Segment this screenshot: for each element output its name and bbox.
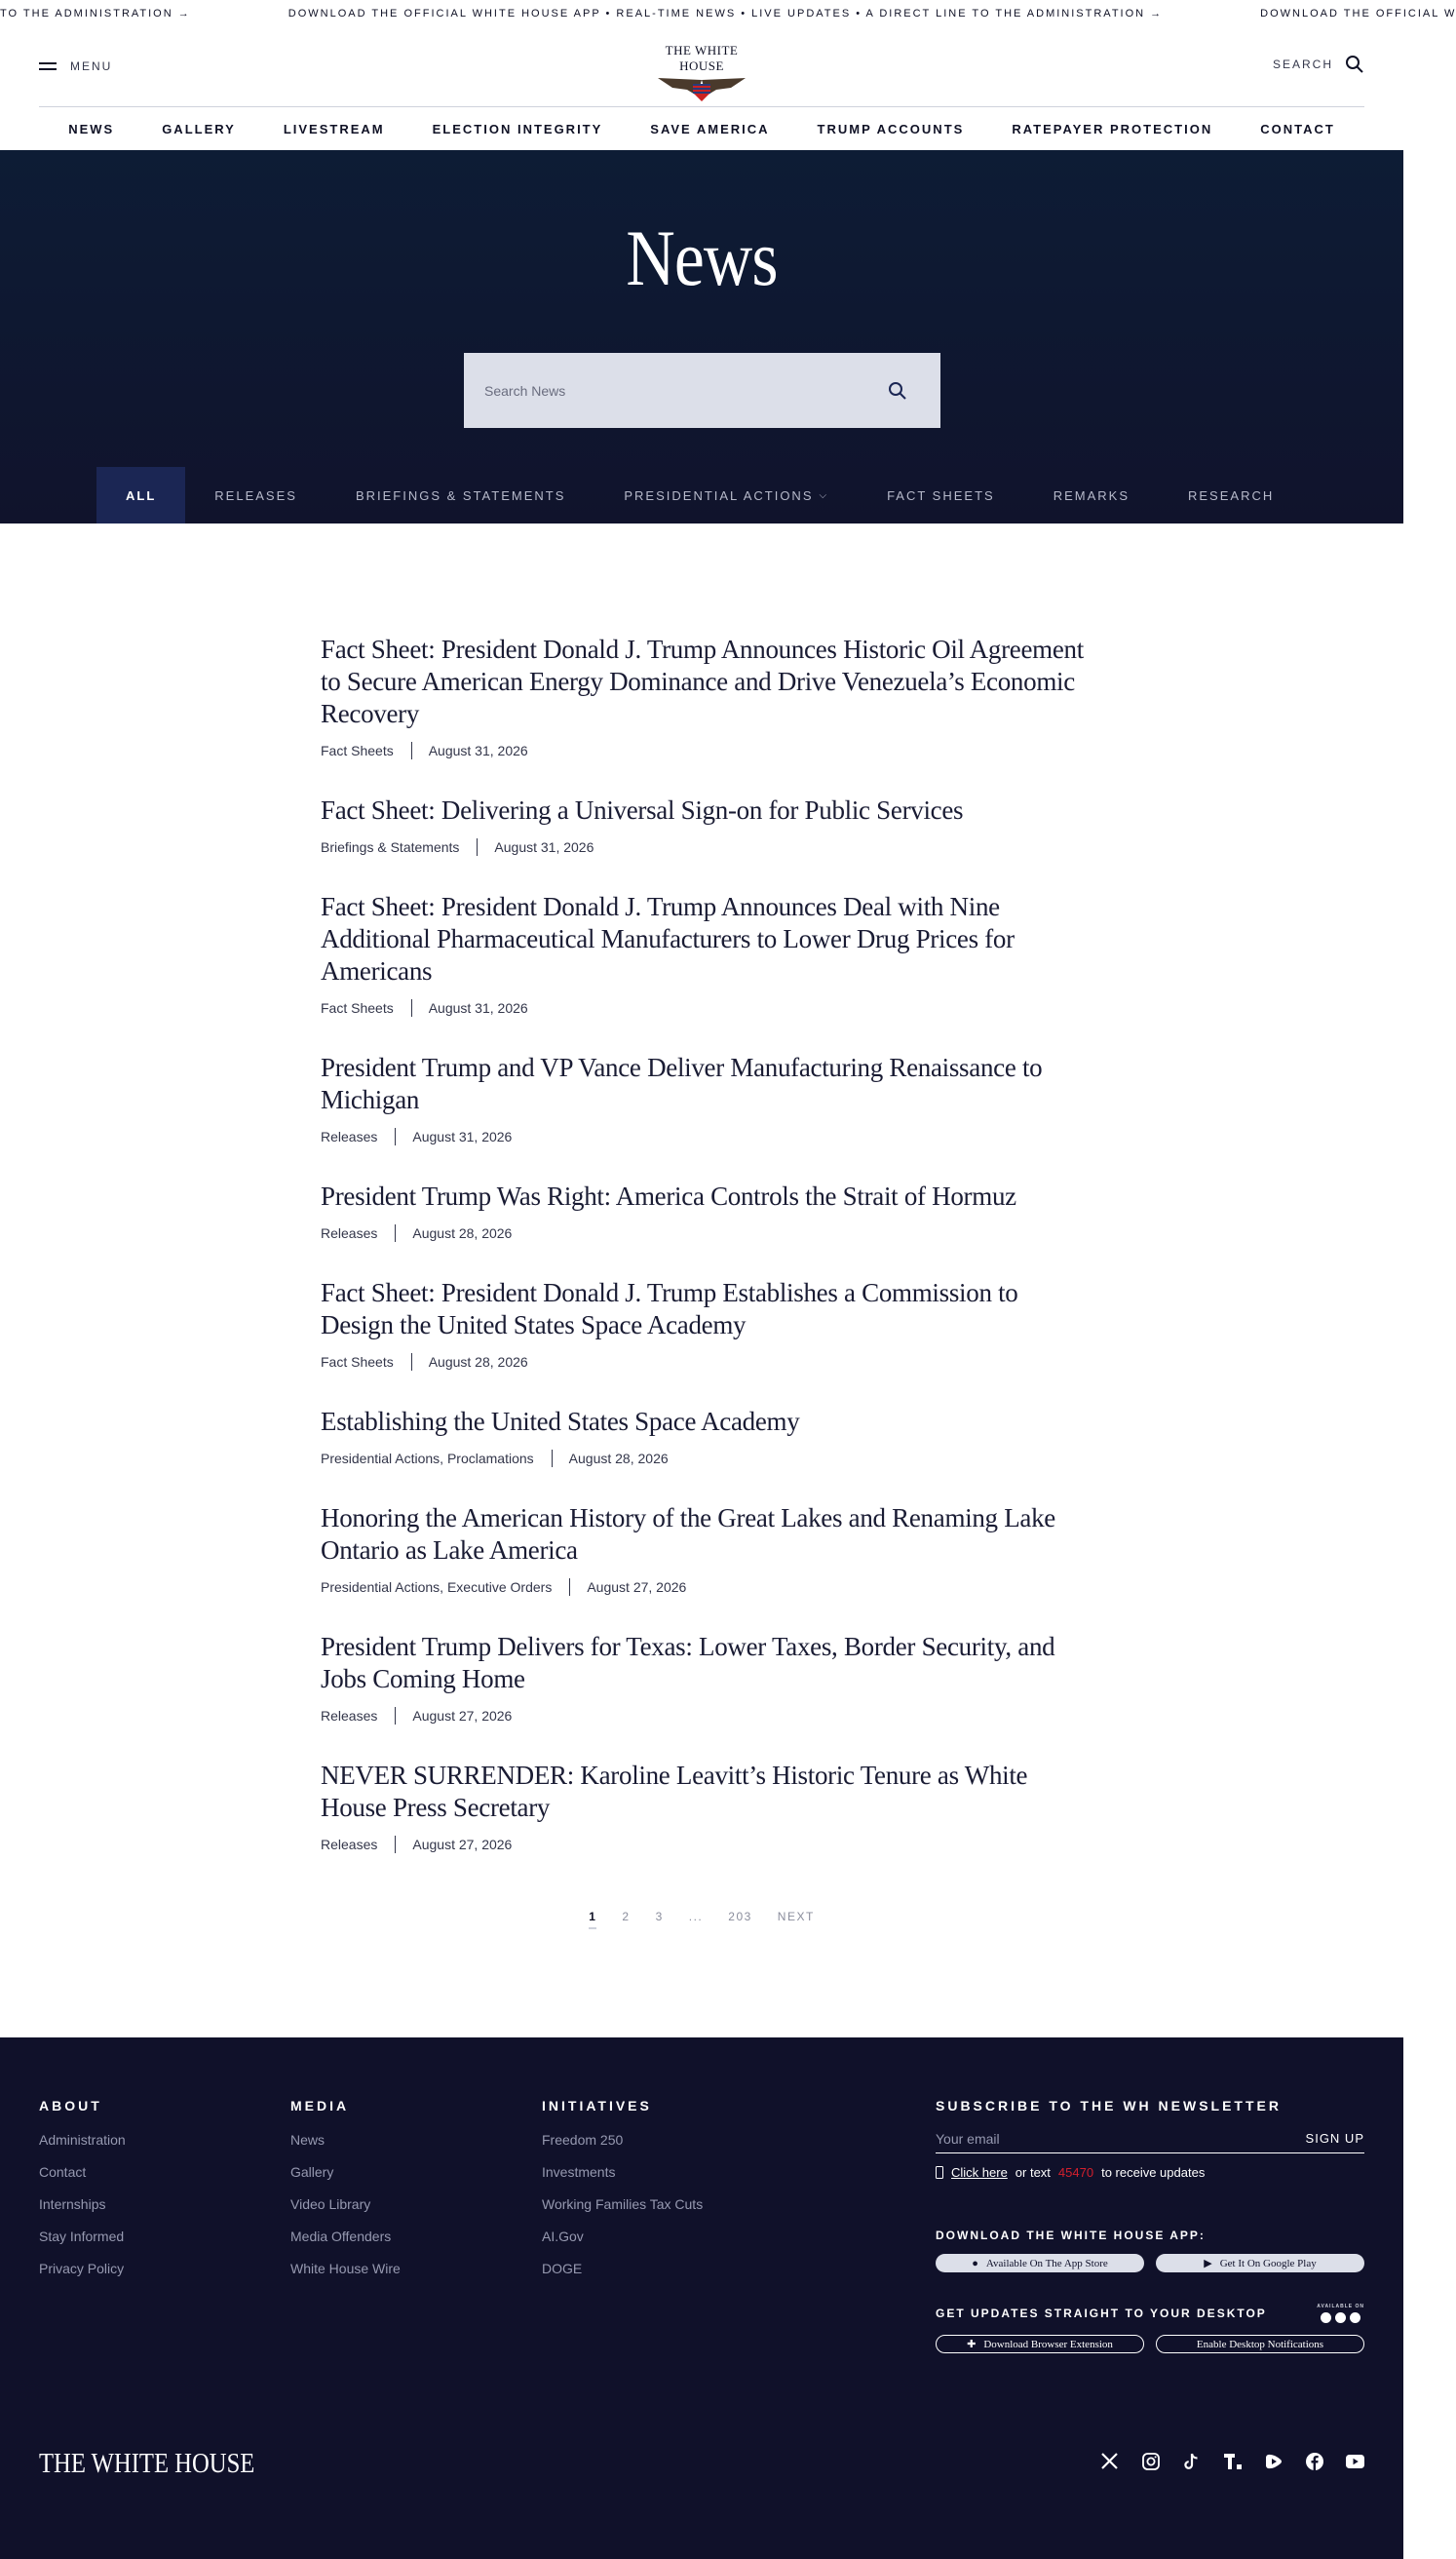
article-title[interactable]: Fact Sheet: President Donald J. Trump Announces Deal with Nine Additional Pharmaceutical Manufacturers to Lower Drug Prices for Americans	[321, 892, 1015, 986]
main-navigation	[0, 107, 1403, 150]
news-search-box	[464, 353, 940, 428]
youtube-icon[interactable]	[1346, 2452, 1364, 2470]
google-play-button[interactable]	[1156, 2254, 1364, 2272]
article-item	[321, 891, 1091, 1017]
search-icon[interactable]	[888, 381, 907, 401]
page-link-current[interactable]: 1	[589, 1910, 596, 1929]
article-category[interactable]: Fact Sheets	[321, 1000, 394, 1016]
apple-icon: ●	[972, 2257, 978, 2269]
page-link-last[interactable]: 203	[728, 1910, 752, 1923]
article-title[interactable]: President Trump Was Right: America Controls the Strait of Hormuz	[321, 1182, 1016, 1211]
tiktok-icon[interactable]	[1182, 2452, 1201, 2470]
article-item	[321, 1052, 1091, 1145]
article-meta	[321, 999, 1091, 1017]
filter-tab-remarks[interactable]: REMARKS	[1053, 487, 1130, 503]
article-meta	[321, 1707, 1091, 1725]
filter-tab-research[interactable]: RESEARCH	[1188, 487, 1275, 503]
category-filter-tabs	[96, 467, 1303, 523]
article-date: August 28, 2026	[568, 1451, 669, 1466]
footer-heading: ABOUT	[39, 2098, 102, 2113]
footer-heading: MEDIA	[290, 2098, 350, 2113]
white-house-logo[interactable]	[648, 43, 755, 108]
chevron-down-icon: ⌵	[819, 489, 829, 501]
divider	[552, 1450, 553, 1467]
article-item	[321, 1631, 1091, 1725]
text-number: 45470	[1057, 2165, 1094, 2180]
available-on-label: AVAILABLE ON	[1317, 2304, 1364, 2309]
phone-icon	[936, 2166, 943, 2179]
footer-link[interactable]: Video Library	[290, 2196, 371, 2212]
footer-link[interactable]: Working Families Tax Cuts	[542, 2196, 704, 2212]
article-date: August 27, 2026	[412, 1708, 513, 1724]
nav-election-integrity[interactable]: ELECTION INTEGRITY	[432, 121, 603, 136]
signup-button[interactable]: SIGN UP	[1305, 2131, 1364, 2146]
article-item	[321, 1277, 1091, 1371]
header-search-button[interactable]	[1273, 55, 1364, 74]
footer-brand[interactable]: THE WHITE HOUSE	[39, 2448, 255, 2479]
text-signup-row	[936, 2165, 1364, 2180]
firefox-icon	[1350, 2312, 1360, 2323]
nav-ratepayer-protection[interactable]: RATEPAYER PROTECTION	[1012, 121, 1213, 136]
browser-extension-button[interactable]	[936, 2335, 1144, 2353]
footer-initiatives-column	[542, 2098, 703, 2293]
article-item	[321, 634, 1091, 759]
page-link[interactable]: 2	[622, 1910, 631, 1923]
article-date: August 31, 2026	[494, 839, 594, 855]
article-title[interactable]: Establishing the United States Space Academy	[321, 1407, 800, 1436]
newsletter-section	[936, 2098, 1364, 2353]
chrome-icon	[1321, 2312, 1331, 2323]
desktop-notifications-button[interactable]	[1156, 2335, 1364, 2353]
app-store-button[interactable]	[936, 2254, 1144, 2272]
article-category[interactable]: Fact Sheets	[321, 1354, 394, 1370]
desktop-updates-heading-row	[936, 2304, 1364, 2323]
footer-link[interactable]: Freedom 250	[542, 2132, 624, 2148]
article-date: August 27, 2026	[412, 1837, 513, 1852]
divider	[411, 999, 412, 1017]
hamburger-icon	[39, 61, 57, 71]
article-title[interactable]: President Trump and VP Vance Deliver Manufacturing Renaissance to Michigan	[321, 1053, 1043, 1114]
filter-tab-fact-sheets[interactable]: FACT SHEETS	[887, 487, 995, 503]
footer-link[interactable]: DOGE	[542, 2261, 583, 2276]
article-date: August 31, 2026	[428, 743, 528, 758]
article-date: August 27, 2026	[587, 1579, 687, 1595]
footer-link[interactable]: Investments	[542, 2164, 616, 2180]
article-title[interactable]: Fact Sheet: Delivering a Universal Sign-on for Public Services	[321, 795, 964, 825]
article-category[interactable]: Releases	[321, 1129, 378, 1144]
search-label: SEARCH	[1272, 58, 1333, 71]
app-download-heading: DOWNLOAD THE WHITE HOUSE APP:	[936, 2229, 1206, 2242]
article-title[interactable]: Honoring the American History of the Great Lakes and Renaming Lake Ontario as Lake America	[321, 1503, 1055, 1565]
divider	[395, 1707, 396, 1725]
rumble-icon[interactable]	[1264, 2452, 1283, 2470]
article-item	[321, 1406, 1091, 1467]
app-store-label: Available On The App Store	[985, 2257, 1108, 2269]
article-date: August 31, 2026	[412, 1129, 513, 1144]
page-link[interactable]: 3	[655, 1910, 664, 1923]
footer-link[interactable]: Gallery	[290, 2164, 334, 2180]
filter-tab-releases[interactable]: RELEASES	[214, 487, 297, 503]
article-category[interactable]: Briefings & Statements	[321, 839, 460, 855]
article-item	[321, 1760, 1091, 1853]
puzzle-icon: ✚	[967, 2339, 977, 2350]
article-category[interactable]: Presidential Actions, Executive Orders	[321, 1579, 553, 1595]
article-category[interactable]: Presidential Actions, Proclamations	[321, 1451, 534, 1466]
article-meta	[321, 1578, 1091, 1596]
menu-label: MENU	[70, 59, 113, 73]
or-text: or text	[1015, 2165, 1051, 2180]
facebook-icon[interactable]	[1305, 2452, 1323, 2470]
footer-link[interactable]: Media Offenders	[290, 2229, 392, 2244]
article-category[interactable]: Releases	[321, 1708, 378, 1724]
ticker-item: DOWNLOAD THE OFFICIAL W	[1260, 8, 1456, 19]
article-category[interactable]: Releases	[321, 1837, 378, 1852]
filter-tab-label: PRESIDENTIAL ACTIONS	[624, 487, 814, 503]
article-date: August 28, 2026	[412, 1225, 513, 1241]
newsletter-form	[936, 2131, 1364, 2153]
nav-contact[interactable]: CONTACT	[1260, 121, 1335, 136]
footer-link[interactable]: AI.Gov	[542, 2229, 584, 2244]
article-item	[321, 1181, 1091, 1242]
article-meta	[321, 1128, 1091, 1145]
article-title[interactable]: NEVER SURRENDER: Karoline Leavitt’s Historic Tenure as White House Press Secretary	[321, 1761, 1028, 1822]
desktop-updates-heading: GET UPDATES STRAIGHT TO YOUR DESKTOP	[936, 2307, 1267, 2320]
article-category[interactable]: Fact Sheets	[321, 743, 394, 758]
receive-text: to receive updates	[1101, 2165, 1206, 2180]
footer-link[interactable]: Stay Informed	[39, 2229, 125, 2244]
next-page-button[interactable]: NEXT	[777, 1910, 815, 1923]
logo-text: THE WHITE HOUSE	[665, 43, 739, 73]
ticker-item: DOWNLOAD THE OFFICIAL WHITE HOUSE APP • REAL-TIME NEWS • LIVE UPDATES • A DIRECT LINE TO THE ADMINISTRATION →	[287, 8, 1164, 19]
notifications-label: Enable Desktop Notifications	[1196, 2338, 1324, 2350]
search-icon	[1345, 55, 1364, 74]
article-item	[321, 1502, 1091, 1596]
article-title[interactable]: President Trump Delivers for Texas: Lower Taxes, Border Security, and Jobs Coming Home	[321, 1632, 1055, 1693]
article-date: August 28, 2026	[428, 1354, 528, 1370]
divider	[411, 742, 412, 759]
nav-news[interactable]: NEWS	[68, 121, 115, 136]
ticker-item: TO THE ADMINISTRATION →	[0, 8, 191, 19]
google-play-label: Get It On Google Play	[1219, 2257, 1317, 2269]
article-title[interactable]: Fact Sheet: President Donald J. Trump Establishes a Commission to Design the United States Space Academy	[321, 1278, 1018, 1339]
footer-link[interactable]: Administration	[39, 2132, 126, 2148]
divider	[477, 838, 478, 856]
divider	[395, 1128, 396, 1145]
nav-gallery[interactable]: GALLERY	[162, 121, 236, 136]
article-meta	[321, 742, 1091, 759]
news-search-input[interactable]	[484, 383, 855, 399]
instagram-icon[interactable]	[1141, 2452, 1160, 2470]
divider	[411, 1353, 412, 1371]
article-meta	[321, 1450, 1091, 1467]
page-ellipsis: ...	[688, 1910, 704, 1923]
filter-tab-briefings-statements[interactable]: BRIEFINGS & STATEMENTS	[355, 487, 566, 503]
nav-save-america[interactable]: SAVE AMERICA	[650, 121, 770, 136]
nav-trump-accounts[interactable]: TRUMP ACCOUNTS	[817, 121, 965, 136]
menu-button[interactable]	[39, 59, 112, 73]
click-here-link[interactable]: Click here	[951, 2165, 1008, 2180]
article-title[interactable]: Fact Sheet: President Donald J. Trump Announces Historic Oil Agreement to Secure American Energy Dominance and Drive Venezuela’s Economic Recovery	[321, 635, 1084, 728]
play-icon: ▶	[1204, 2258, 1212, 2269]
footer-about-column	[39, 2098, 126, 2293]
article-category[interactable]: Releases	[321, 1225, 378, 1241]
footer-link[interactable]: Contact	[39, 2164, 87, 2180]
announcement-ticker[interactable]	[0, 0, 1456, 27]
social-links	[1100, 2452, 1364, 2470]
footer-link[interactable]: Privacy Policy	[39, 2261, 125, 2276]
divider	[569, 1578, 570, 1596]
article-meta	[321, 1353, 1091, 1371]
app-download-buttons	[936, 2254, 1364, 2272]
nav-livestream[interactable]: LIVESTREAM	[283, 121, 385, 136]
article-meta	[321, 1224, 1091, 1242]
eagle-emblem-icon	[648, 74, 755, 103]
page-title: News	[626, 213, 778, 302]
divider	[395, 1224, 396, 1242]
footer-link[interactable]: News	[290, 2132, 326, 2148]
article-date: August 31, 2026	[428, 1000, 528, 1016]
site-footer	[0, 2037, 1403, 2559]
truth-social-icon[interactable]	[1223, 2452, 1242, 2470]
safari-icon	[1335, 2312, 1346, 2323]
footer-heading: INITIATIVES	[542, 2098, 652, 2113]
article-list	[321, 634, 1091, 1853]
article-meta	[321, 1836, 1091, 1853]
available-on-browsers	[1317, 2304, 1364, 2323]
newsletter-heading: SUBSCRIBE TO THE WH NEWSLETTER	[936, 2098, 1282, 2113]
newsletter-email-input[interactable]	[936, 2131, 1247, 2147]
pagination	[0, 1910, 1403, 1929]
filter-tab-presidential-actions[interactable]	[594, 467, 858, 523]
divider	[395, 1836, 396, 1853]
extension-label: Download Browser Extension	[983, 2338, 1113, 2350]
desktop-update-buttons	[936, 2335, 1364, 2353]
news-hero	[0, 150, 1403, 523]
filter-tab-all[interactable]: ALL	[96, 467, 185, 523]
footer-media-column	[290, 2098, 401, 2293]
site-header	[39, 27, 1364, 107]
article-meta	[321, 838, 1091, 856]
x-icon[interactable]	[1100, 2452, 1119, 2470]
footer-link[interactable]: White House Wire	[290, 2261, 401, 2276]
article-item	[321, 795, 1091, 856]
footer-link[interactable]: Internships	[39, 2196, 106, 2212]
